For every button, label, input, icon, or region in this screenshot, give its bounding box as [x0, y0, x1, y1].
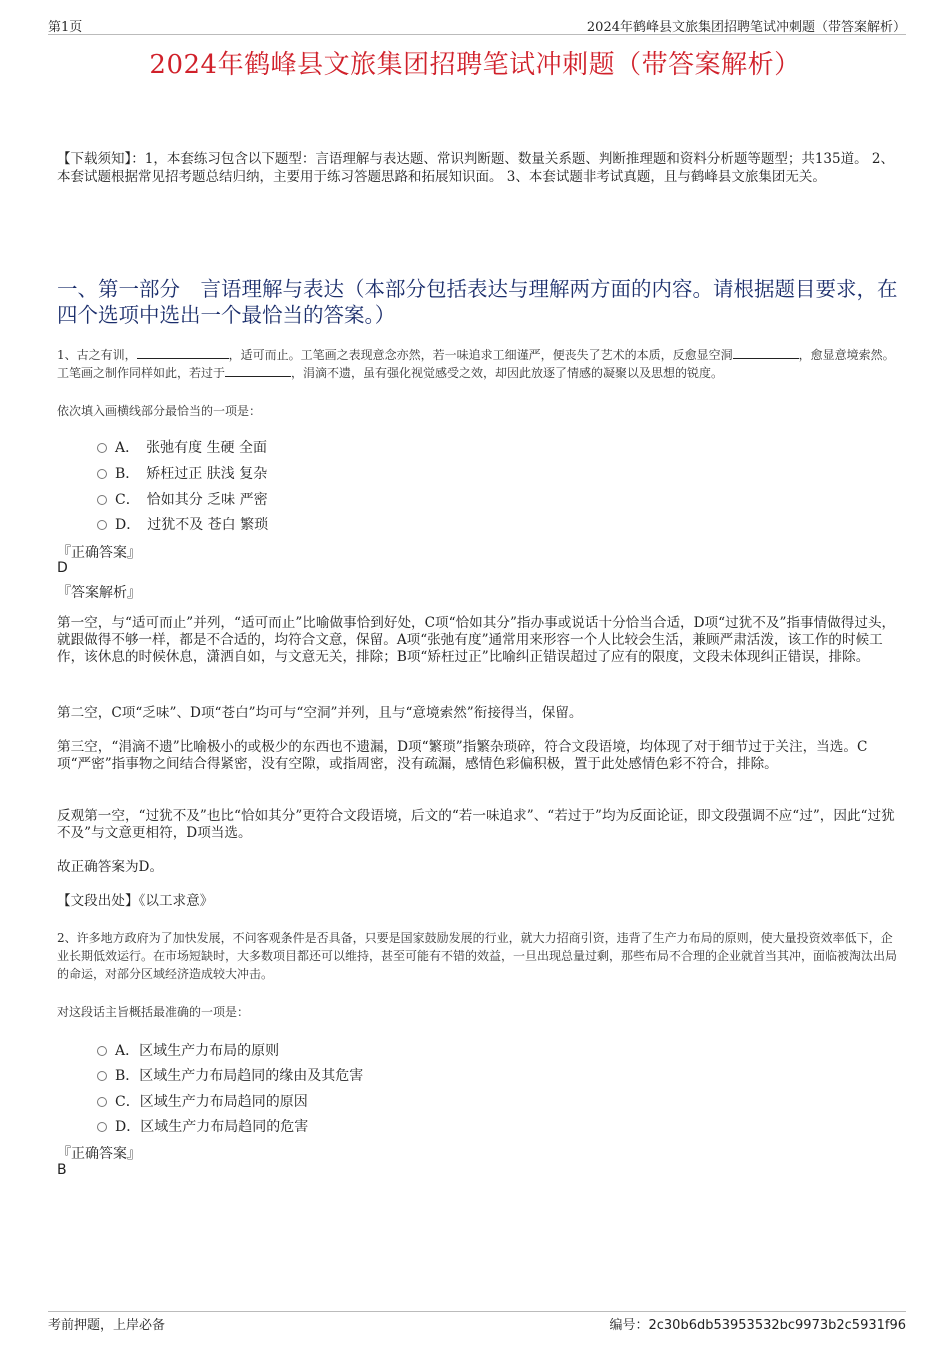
section-heading: 一、第一部分 言语理解与表达（本部分包括表达与理解两方面的内容。请根据题目要求，在四个选项中选出一个最恰当的答案。） — [57, 277, 898, 327]
radio-icon[interactable] — [97, 469, 107, 479]
analysis-paragraph: 反观第一空，“过犹不及”也比“恰如其分”更符合文段语境，后文的“若一味追求”、“若过于”均为反面论证，即文段强调不应“过”，因此“过犹不及”与文意更相符，D项当选。 — [57, 808, 895, 841]
radio-icon[interactable] — [97, 495, 107, 505]
analysis-paragraph: 第一空，与“适可而止”并列，“适可而止”比喻做事恰到好处，C项“恰如其分”指办事或说话十分恰当合适，D项“过犹不及”指事情做得过头，就跟做得不够一样，都是不合适的，均符合文意，保留。A项“张弛有度”通常用来形容一个人比较会生活，兼顾严肃活泼，该工作的时候工作，该休息的时候休息，潇洒自如，与文意无关，排除；B项“矫枉过正”比喻纠正错误超过了应有的限度，文段未体现纠正错误，排除。 — [57, 615, 896, 665]
fill-blank-1 — [137, 347, 229, 359]
download-notice: 【下载须知】：1，本套练习包含以下题型：言语理解与表达题、常识判断题、数量关系题、判断推理题和资料分析题等题型；共135道。 2、本套试题根据常见招考题总结归纳，主要用于练习答题思路和拓展知识面。 3、本套试题非考试真题，且与鹤峰县文旅集团无关。 — [57, 151, 894, 185]
radio-icon[interactable] — [97, 1046, 107, 1056]
q2-option-c[interactable]: C．区域生产力布局趋同的原因 — [97, 1091, 308, 1111]
fill-blank-2 — [733, 347, 799, 359]
q1-option-a[interactable]: A． 张弛有度 生硬 全面 — [97, 437, 267, 457]
q1-answer: D — [57, 560, 68, 576]
radio-icon[interactable] — [97, 1097, 107, 1107]
document-code: 编号：2c30b6db53953532bc9973b2c5931f96 — [609, 1318, 906, 1333]
q1-analysis-label: 『答案解析』 — [57, 585, 141, 601]
page-footer — [48, 1311, 906, 1333]
radio-icon[interactable] — [97, 443, 107, 453]
q2-answer-label: 『正确答案』 — [57, 1146, 141, 1162]
page-number: 第1页 — [48, 20, 83, 35]
page-header — [48, 14, 906, 35]
q1-option-d[interactable]: D． 过犹不及 苍白 繁琐 — [97, 514, 268, 534]
analysis-paragraph: 第三空，“涓滴不遗”比喻极小的或极少的东西也不遗漏，D项“繁琐”指繁杂琐碎，符合文段语境，均体现了对于细节过于关注，当选。C项“严密”指事物之间结合得紧密，没有空隙，或指周密，没有疏漏，感情色彩偏积极，置于此处感情色彩不符合，排除。 — [57, 739, 868, 772]
document-title: 2024年鹤峰县文旅集团招聘笔试冲刺题（带答案解析） — [149, 50, 801, 80]
radio-icon[interactable] — [97, 1071, 107, 1081]
question-1-text: 1、古之有训， ，适可而止。工笔画之表现意念亦然，若一味追求工细谨严，便丧失了艺术的本质，反愈显空洞 ，愈显意境索然。工笔画之制作同样如此，若过于 ，涓滴不遗，虽有强化视觉感受之效，却因此放逐了情感的凝聚以及思想的锐度。 — [57, 348, 895, 380]
analysis-paragraph: 第二空，C项“乏味”、D项“苍白”均可与“空洞”并列，且与“意境索然”衔接得当，保留。 — [57, 705, 583, 721]
radio-icon[interactable] — [97, 1122, 107, 1132]
q1-option-b[interactable]: B． 矫枉过正 肤浅 复杂 — [97, 463, 267, 483]
q2-option-a[interactable]: A．区域生产力布局的原则 — [97, 1040, 279, 1060]
q2-option-b[interactable]: B．区域生产力布局趋同的缘由及其危害 — [97, 1065, 363, 1085]
q2-answer: B — [57, 1162, 67, 1178]
q1-answer-label: 『正确答案』 — [57, 545, 141, 561]
footer-slogan: 考前押题，上岸必备 — [48, 1318, 166, 1333]
question-2-text: 2、许多地方政府为了加快发展，不问客观条件是否具备，只要是国家鼓励发展的行业，就大力招商引资，违背了生产力布局的原则，使大量投资效率低下，企业长期低效运行。在市场短缺时，大多数项目都还可以维持，甚至可能有不错的效益，一旦出现总量过剩，那些布局不合理的企业就首当其冲，面临被淘汰出局的命运，对部分区域经济造成较大冲击。 — [57, 931, 898, 981]
q2-option-d[interactable]: D．区域生产力布局趋同的危害 — [97, 1116, 308, 1136]
analysis-paragraph: 故正确答案为D。 — [57, 859, 164, 875]
question-1-prompt: 依次填入画横线部分最恰当的一项是： — [57, 404, 262, 418]
passage-source: 【文段出处】《以工求意》 — [57, 893, 214, 909]
fill-blank-3 — [225, 365, 291, 377]
radio-icon[interactable] — [97, 520, 107, 530]
question-2-prompt: 对这段话主旨概括最准确的一项是： — [57, 1005, 250, 1019]
running-title: 2024年鹤峰县文旅集团招聘笔试冲刺题（带答案解析） — [586, 20, 906, 35]
q1-option-c[interactable]: C． 恰如其分 乏味 严密 — [97, 489, 268, 509]
